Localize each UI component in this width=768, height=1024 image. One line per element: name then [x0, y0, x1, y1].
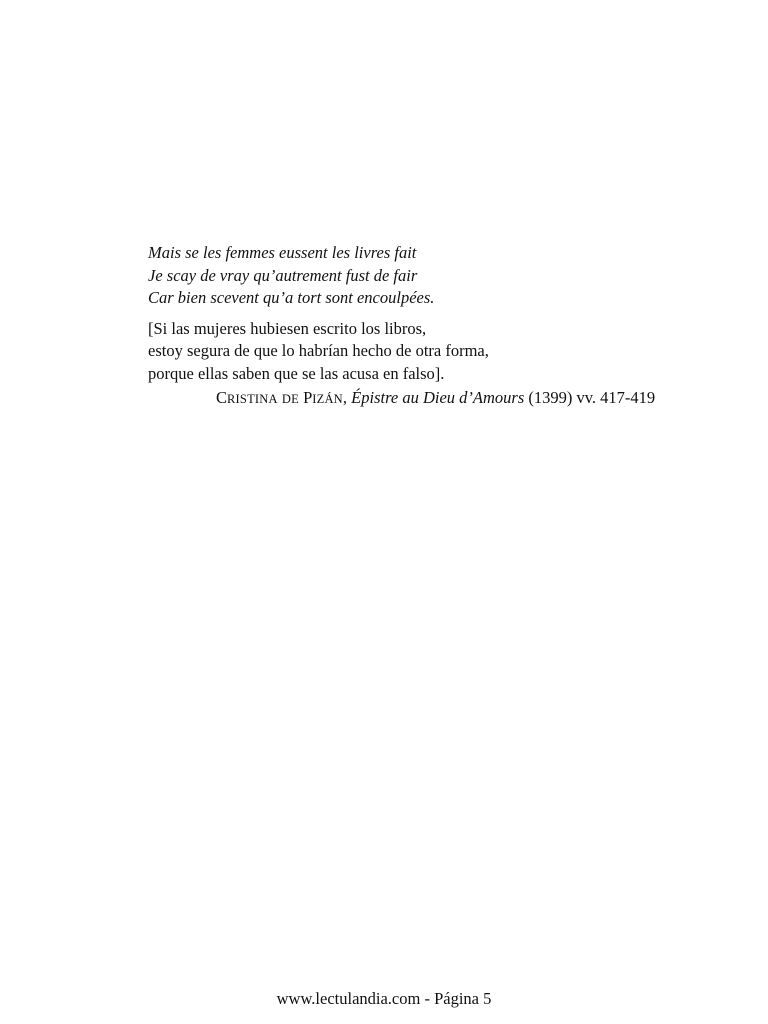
work-title: Épistre au Dieu d’Amours: [351, 388, 525, 407]
work-details: (1399) vv. 417-419: [524, 388, 656, 407]
epigraph: [148, 242, 728, 411]
translation-verse: [148, 318, 728, 386]
translation-verse-line: estoy segura de que lo habrían hecho de otra forma,: [148, 341, 489, 360]
attribution: [216, 387, 728, 411]
original-verse-line: Je scay de vray qu’autrement fust de fair: [148, 265, 418, 285]
translation-verse-line: porque ellas saben que se las acusa en falso].: [148, 363, 445, 383]
original-verse-line: Car bien scevent qu’a tort sont encoulpées.: [148, 288, 435, 307]
original-verse-line: Mais se les femmes eussent les livres fait: [148, 243, 417, 262]
translation-verse-line: [Si las mujeres hubiesen escrito los libros,: [148, 318, 427, 338]
original-verse: [148, 242, 728, 310]
page-footer: www.lectulandia.com - Página 5: [276, 989, 492, 1008]
attribution-separator: ,: [342, 388, 352, 407]
author-name: CRISTINA DE PIZÁN: [216, 388, 343, 407]
